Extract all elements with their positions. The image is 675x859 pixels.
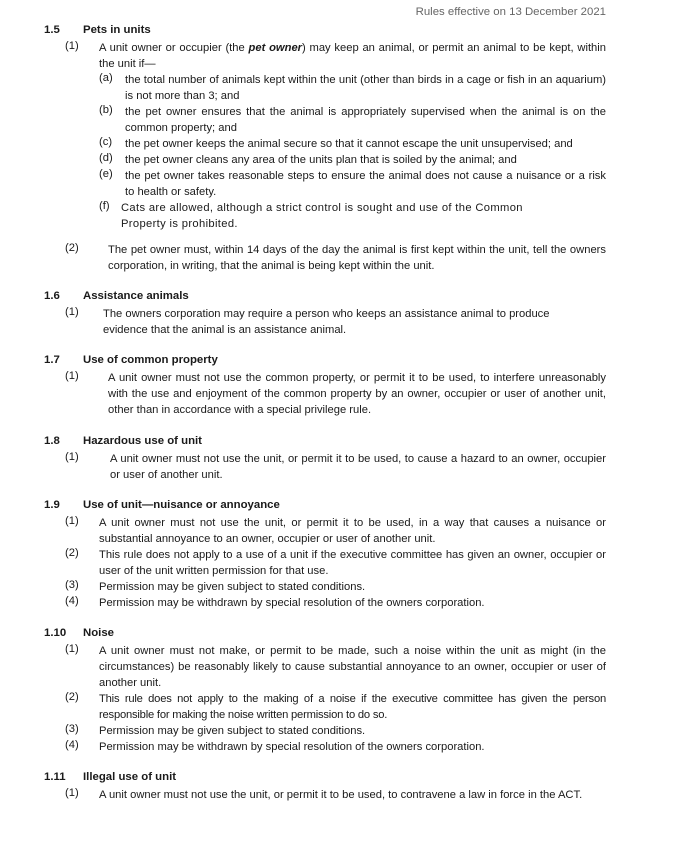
section-number: 1.6: [44, 290, 60, 302]
subparagraph-label: (b): [99, 104, 113, 116]
paragraph-text: Permission may be given subject to stated conditions.: [99, 581, 366, 593]
paragraph-text: Permission may be given subject to stated conditions.: [99, 725, 366, 737]
paragraph-number: (3): [65, 723, 79, 735]
paragraph-text: A unit owner must not use the unit, or permit it to be used, to cause a hazard to an owner, occupier or user of another unit.: [110, 453, 606, 481]
section-number: 1.9: [44, 499, 60, 511]
paragraph-text: A unit owner or occupier (the pet owner) may keep an animal, or permit an animal to be kept, within the unit if—: [99, 42, 606, 70]
paragraph-text: Permission may be withdrawn by special resolution of the owners corporation.: [99, 597, 485, 609]
subparagraph-text: Cats are allowed, although a strict control is sought and use of the Common Property is prohibited.: [121, 202, 523, 230]
paragraph-text: This rule does not apply to the making of a noise if the executive committee has given the person responsible for making the noise written permission to do so.: [99, 693, 606, 721]
subparagraph-label: (e): [99, 168, 113, 180]
paragraph-text: This rule does not apply to a use of a unit if the executive committee has given an owner, occupier or user of the unit written permission for that use.: [99, 549, 606, 577]
paragraph-number: (4): [65, 595, 79, 607]
paragraph-text: A unit owner must not use the unit, or permit it to be used, in a way that causes a nuisance or substantial annoyance to an owner, occupier or user of another unit.: [99, 517, 606, 545]
section-title: Use of unit—nuisance or annoyance: [83, 499, 280, 511]
paragraph-number: (1): [65, 370, 79, 382]
section-number: 1.11: [44, 771, 66, 783]
paragraph-text: The owners corporation may require a person who keeps an assistance animal to produce evidence that the animal is an assistance animal.: [103, 308, 550, 336]
section-title: Hazardous use of unit: [83, 435, 202, 447]
section-heading: [44, 435, 202, 447]
paragraph-number: (1): [65, 787, 79, 799]
paragraph-number: (2): [65, 691, 79, 703]
subparagraph-text: the pet owner keeps the animal secure so that it cannot escape the unit unsupervised; and: [125, 138, 573, 150]
page-header: Rules effective on 13 December 2021: [415, 6, 606, 18]
subparagraph-label: (f): [99, 200, 110, 212]
paragraph-number: (1): [65, 306, 79, 318]
section-title: Noise: [83, 627, 115, 639]
subparagraph-label: (a): [99, 72, 113, 84]
paragraph-text: A unit owner must not use the unit, or permit it to be used, to contravene a law in force in the ACT.: [99, 789, 583, 801]
subparagraph-label: (c): [99, 136, 113, 148]
paragraph-number: (1): [65, 643, 79, 655]
section-heading: [44, 24, 151, 36]
section-title: Illegal use of unit: [83, 771, 177, 783]
section-heading: [44, 627, 114, 639]
subparagraph-text: the pet owner takes reasonable steps to ensure the animal does not cause a nuisance or a risk to health or safety.: [125, 170, 606, 198]
subparagraph-text: the pet owner cleans any area of the units plan that is soiled by the animal; and: [125, 154, 517, 166]
paragraph-number: (2): [65, 242, 79, 254]
section-number: 1.10: [44, 627, 67, 639]
subparagraph-text: the total number of animals kept within the unit (other than birds in a cage or fish in an aquarium) is not more than 3; and: [125, 74, 606, 102]
paragraph-number: (1): [65, 515, 79, 527]
defined-term: pet owner: [248, 42, 303, 54]
paragraph-number: (4): [65, 739, 79, 751]
paragraph-number: (2): [65, 547, 79, 559]
section-title: Assistance animals: [83, 290, 189, 302]
paragraph-text: A unit owner must not make, or permit to be made, such a noise within the unit as might (in the circumstances) be reasonably likely to cause substantial annoyance to an owner, occupier or user of another unit.: [99, 645, 606, 689]
subparagraph-text: the pet owner ensures that the animal is appropriately supervised when the animal is on the common property; and: [125, 106, 606, 134]
section-number: 1.7: [44, 354, 60, 366]
section-heading: [44, 771, 176, 783]
section-title: Use of common property: [83, 354, 218, 366]
paragraph-number: (1): [65, 40, 79, 52]
paragraph-text: A unit owner must not use the common property, or permit it to be used, to interfere unreasonably with the use and enjoyment of the common property by an owner, occupier or user of another unit, other than in accordance with a special privilege rule.: [108, 372, 606, 416]
paragraph-text: Permission may be withdrawn by special resolution of the owners corporation.: [99, 741, 485, 753]
section-number: 1.5: [44, 24, 60, 36]
section-number: 1.8: [44, 435, 60, 447]
subparagraph-label: (d): [99, 152, 113, 164]
section-heading: [44, 499, 280, 511]
paragraph-text: The pet owner must, within 14 days of the day the animal is first kept within the unit, tell the owners corporation, in writing, that the animal is being kept within the unit.: [108, 244, 606, 272]
section-heading: [44, 354, 218, 366]
section-heading: [44, 290, 189, 302]
paragraph-number: (1): [65, 451, 79, 463]
paragraph-number: (3): [65, 579, 79, 591]
section-title: Pets in units: [83, 24, 151, 36]
